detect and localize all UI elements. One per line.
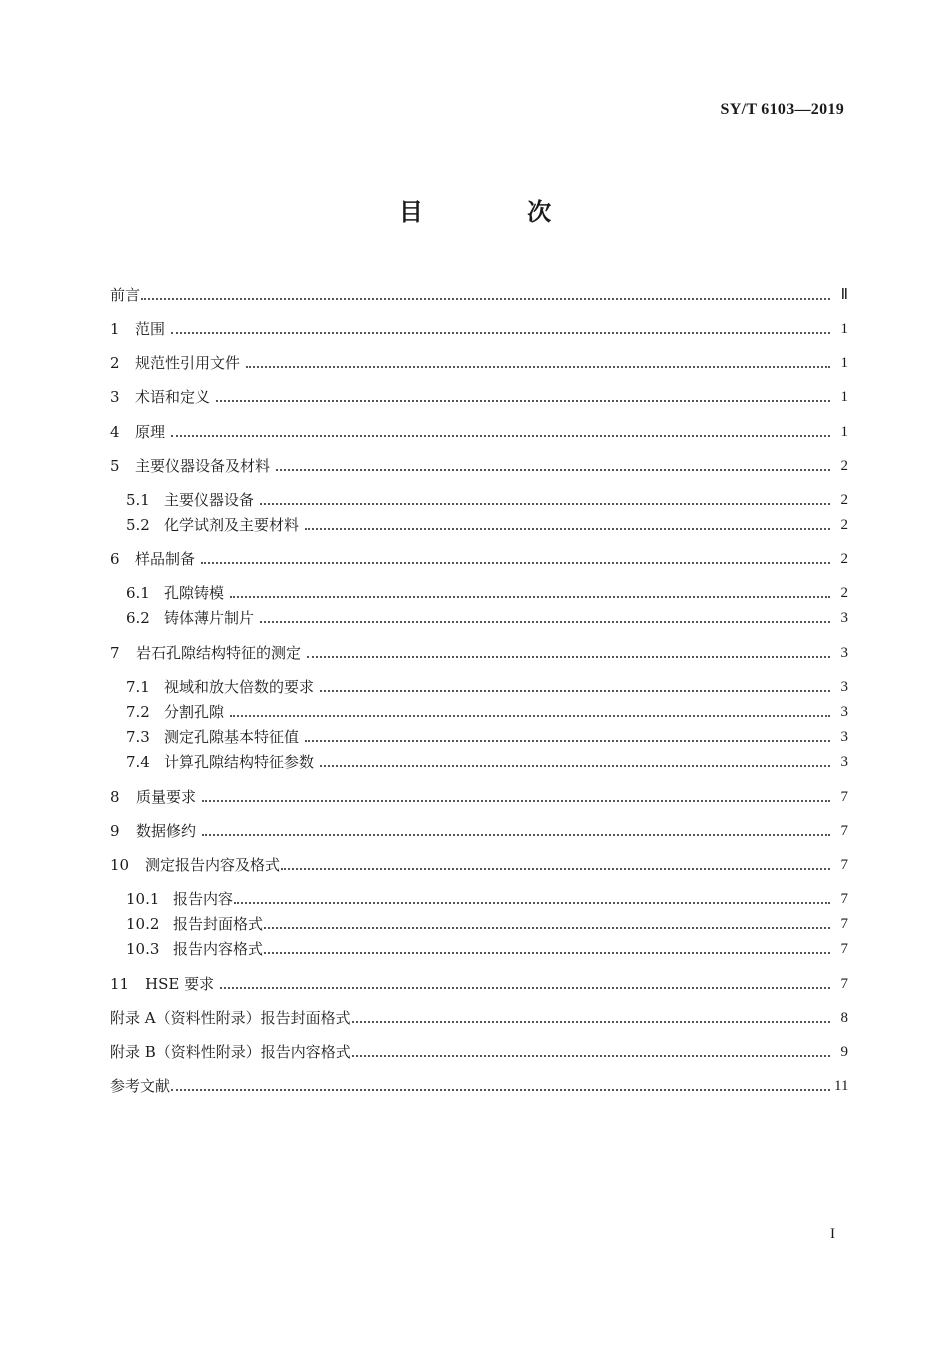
toc-subentry[interactable]	[126, 751, 848, 773]
toc-entry-text: 质量要求	[136, 788, 197, 806]
toc-entry-text: 测定报告内容及格式	[145, 856, 281, 874]
toc-entry[interactable]	[110, 786, 848, 808]
dot-leader	[305, 740, 830, 742]
toc-entry-page: 3	[840, 610, 848, 626]
toc-entry-page: 7	[840, 789, 848, 805]
dot-leader	[202, 800, 830, 802]
toc-entry-references[interactable]	[110, 1075, 848, 1097]
toc-entry-page: 2	[840, 551, 848, 567]
toc-entry-number: 2	[110, 354, 120, 372]
toc-entry-page: 1	[840, 389, 848, 405]
toc-entry[interactable]	[110, 642, 848, 664]
dot-leader	[220, 987, 830, 989]
toc-entry[interactable]	[110, 820, 848, 842]
toc-subentry[interactable]	[126, 582, 848, 604]
dot-leader	[320, 690, 830, 692]
toc-entry-page: 3	[840, 729, 848, 745]
toc-entry[interactable]	[110, 386, 848, 408]
dot-leader	[171, 1089, 830, 1091]
toc-entry-number: 7.1	[126, 678, 150, 696]
toc-entry-page: 8	[840, 1010, 848, 1026]
dot-leader	[234, 902, 830, 904]
toc-entry-page: 9	[840, 1044, 848, 1060]
toc-entry-text: 计算孔隙结构特征参数	[164, 753, 315, 771]
toc-entry-page: 7	[840, 891, 848, 907]
dot-leader	[230, 715, 830, 717]
toc-entry-foreword[interactable]	[110, 284, 848, 306]
toc-entry-page: 3	[840, 679, 848, 695]
toc-entry-text: 岩石孔隙结构特征的测定	[136, 644, 302, 662]
toc-entry-page: Ⅱ	[840, 287, 848, 303]
toc-entry[interactable]	[110, 548, 848, 570]
toc-entry-text: 参考文献	[110, 1077, 171, 1095]
toc-entry-number: 4	[110, 423, 120, 441]
toc-entry-page: 2	[840, 517, 848, 533]
dot-leader	[352, 1021, 830, 1023]
toc-entry-number: 9	[110, 822, 120, 840]
toc-entry-text: 报告内容	[173, 890, 234, 908]
toc-entry-number: 1	[110, 320, 120, 338]
dot-leader	[264, 952, 830, 954]
dot-leader	[352, 1055, 830, 1057]
toc-subentry[interactable]	[126, 726, 848, 748]
toc-entry-number: 5.1	[126, 491, 150, 509]
dot-leader	[307, 656, 830, 658]
toc-entry-number: 11	[110, 975, 130, 993]
toc-entry-number: 10.1	[126, 890, 160, 908]
toc-entry-page: 2	[840, 492, 848, 508]
toc-entry-number: 7	[110, 644, 120, 662]
toc-entry-appendix-b[interactable]	[110, 1041, 848, 1063]
toc-entry-number: 7.3	[126, 728, 150, 746]
dot-leader	[202, 834, 830, 836]
toc-entry-page: 2	[840, 585, 848, 601]
toc-entry-number: 3	[110, 388, 120, 406]
toc-entry[interactable]	[110, 854, 848, 876]
dot-leader	[141, 298, 830, 300]
toc-entry-text: 分割孔隙	[164, 703, 225, 721]
toc-entry-number: 8	[110, 788, 120, 806]
toc-entry-text: HSE 要求	[145, 975, 215, 993]
toc-entry-page: 7	[840, 823, 848, 839]
toc-entry-page: 11	[834, 1078, 849, 1094]
toc-entry-appendix-a[interactable]	[110, 1007, 848, 1029]
toc-entry-text: 铸体薄片制片	[164, 609, 255, 627]
toc-entry-number: 10.2	[126, 915, 160, 933]
toc-entry-text: 样品制备	[135, 550, 196, 568]
toc-subentry[interactable]	[126, 514, 848, 536]
toc-entry-page: 7	[840, 857, 848, 873]
dot-leader	[171, 332, 830, 334]
dot-leader	[260, 503, 830, 505]
toc-entry-text: 报告封面格式	[173, 915, 264, 933]
toc-entry-page: 7	[840, 941, 848, 957]
toc-entry[interactable]	[110, 421, 848, 443]
toc-entry[interactable]	[110, 455, 848, 477]
page-number: I	[830, 1226, 835, 1242]
toc-subentry[interactable]	[126, 913, 848, 935]
toc-entry-number: 6	[110, 550, 120, 568]
toc-entry-page: 7	[840, 976, 848, 992]
toc-subentry[interactable]	[126, 888, 848, 910]
toc-entry-text: 附录 A（资料性附录）报告封面格式	[110, 1009, 351, 1027]
toc-entry-text: 数据修约	[136, 822, 197, 840]
toc-subentry[interactable]	[126, 676, 848, 698]
page-title: 目 次	[398, 198, 600, 226]
toc-entry-number: 7.2	[126, 703, 150, 721]
toc-subentry[interactable]	[126, 938, 848, 960]
toc-entry-text: 主要仪器设备	[164, 491, 255, 509]
dot-leader	[201, 562, 830, 564]
toc-subentry[interactable]	[126, 607, 848, 629]
toc-entry-number: 10.3	[126, 940, 160, 958]
toc-subentry[interactable]	[126, 489, 848, 511]
dot-leader	[264, 927, 830, 929]
dot-leader	[305, 528, 830, 530]
toc-entry-number: 5	[110, 457, 120, 475]
toc-entry-number: 5.2	[126, 516, 150, 534]
toc-entry-text: 化学试剂及主要材料	[164, 516, 300, 534]
toc-entry-text: 术语和定义	[135, 388, 211, 406]
toc-entry-text: 报告内容格式	[173, 940, 264, 958]
toc-entry-page: 3	[840, 645, 848, 661]
toc-entry-text: 测定孔隙基本特征值	[164, 728, 300, 746]
toc-entry-page: 3	[840, 704, 848, 720]
dot-leader	[230, 596, 830, 598]
toc-entry-page: 1	[840, 424, 848, 440]
toc-entry-number: 7.4	[126, 753, 150, 771]
dot-leader	[216, 400, 830, 402]
dot-leader	[281, 868, 830, 870]
toc-entry-page: 1	[840, 355, 848, 371]
standard-code: SY/T 6103—2019	[720, 101, 844, 118]
toc-entry-page: 3	[840, 754, 848, 770]
toc-subentry[interactable]	[126, 701, 848, 723]
toc-entry-page: 2	[840, 458, 848, 474]
toc-entry[interactable]	[110, 318, 848, 340]
dot-leader	[171, 435, 830, 437]
toc-entry-text: 前言	[110, 286, 141, 304]
toc-entry-text: 规范性引用文件	[135, 354, 241, 372]
toc-entry-text: 视域和放大倍数的要求	[164, 678, 315, 696]
toc-entry-text: 孔隙铸模	[164, 584, 225, 602]
toc-entry-page: 1	[840, 321, 848, 337]
toc-entry-number: 10	[110, 856, 130, 874]
toc-entry[interactable]	[110, 352, 848, 374]
toc-entry-text: 范围	[135, 320, 166, 338]
dot-leader	[320, 765, 830, 767]
toc-entry-text: 附录 B（资料性附录）报告内容格式	[110, 1043, 351, 1061]
toc-entry-number: 6.1	[126, 584, 150, 602]
toc-entry-page: 7	[840, 916, 848, 932]
dot-leader	[246, 366, 830, 368]
toc-entry-number: 6.2	[126, 609, 150, 627]
dot-leader	[276, 469, 830, 471]
toc-entry-text: 原理	[135, 423, 166, 441]
toc-entry-text: 主要仪器设备及材料	[135, 457, 271, 475]
toc-entry[interactable]	[110, 973, 848, 995]
dot-leader	[260, 621, 830, 623]
